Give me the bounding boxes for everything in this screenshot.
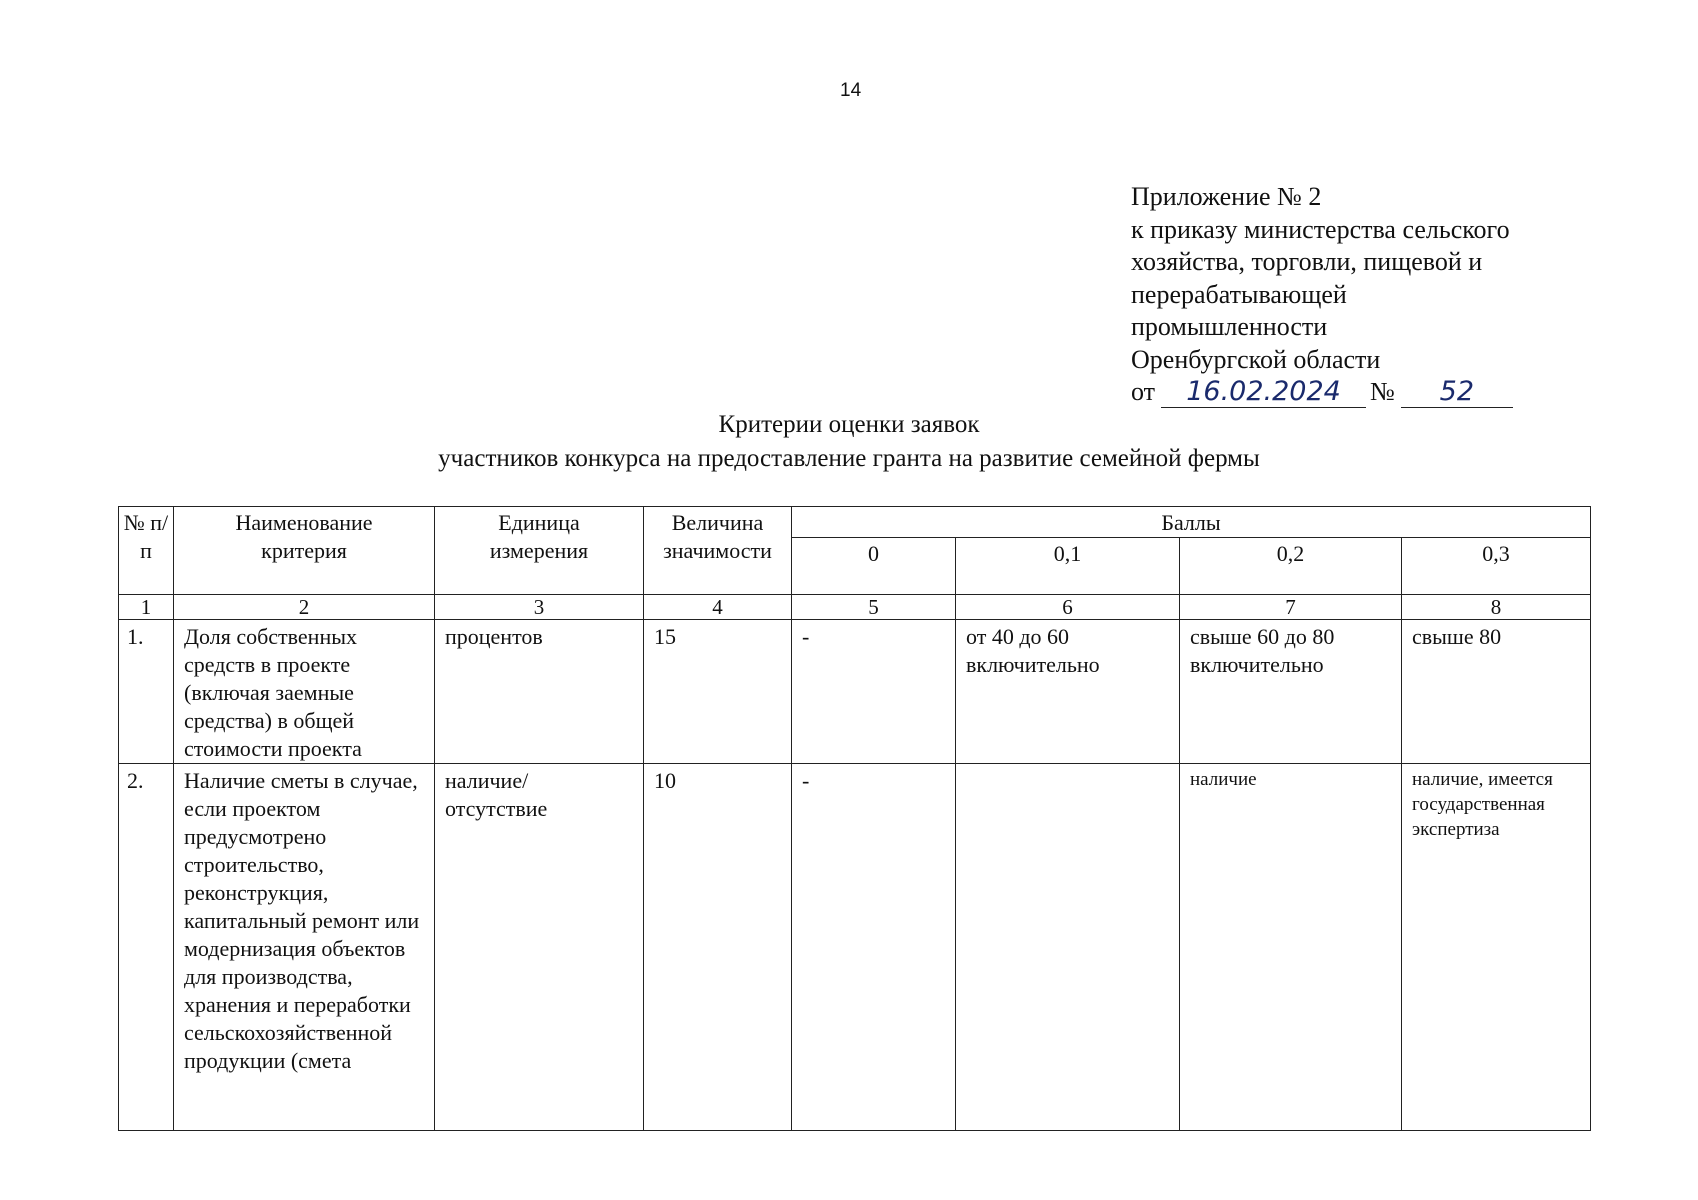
from-label: от: [1131, 377, 1156, 406]
row-weight: 10: [644, 764, 792, 1131]
row-score-0-1: [956, 764, 1180, 1131]
handwritten-date: 16.02.2024: [1161, 377, 1366, 408]
row-score-0-1: от 40 до 60 включительно: [956, 620, 1180, 764]
annex-line: промышленности: [1131, 312, 1328, 341]
header-num: № п/п: [119, 507, 174, 595]
annex-line: перерабатывающей: [1131, 279, 1347, 309]
column-number: 4: [644, 595, 792, 620]
order-date-number-line: [1131, 376, 1601, 409]
annex-block: [1131, 181, 1601, 409]
handwritten-number: 52: [1401, 377, 1513, 408]
annex-line: к приказу министерства сельского: [1131, 214, 1510, 244]
row-score-0-3: наличие, имеется государственная экспертиза: [1402, 764, 1591, 1131]
row-score-0-2: свыше 60 до 80 включительно: [1180, 620, 1402, 764]
header-score-0-3: 0,3: [1402, 538, 1591, 595]
row-score-0: -: [792, 764, 956, 1131]
row-criterion: Наличие сметы в случае, если проектом предусмотрено строительство, реконструкция, капитальный ремонт или модернизация объектов для производства, хранения и переработки сельскохозяйственной продукции (смета: [174, 764, 435, 1131]
row-score-0-3: свыше 80: [1402, 620, 1591, 764]
row-weight: 15: [644, 620, 792, 764]
criteria-table: [118, 506, 1591, 1131]
header-score-0-2: 0,2: [1180, 538, 1402, 595]
column-number: 7: [1180, 595, 1402, 620]
table-row: [119, 620, 1591, 764]
header-score-0: 0: [792, 538, 956, 595]
header-weight: Величина значимости: [644, 507, 792, 595]
column-number: 6: [956, 595, 1180, 620]
header-points: Баллы: [792, 507, 1591, 538]
row-score-0-2: наличие: [1180, 764, 1402, 1131]
row-score-0: -: [792, 620, 956, 764]
row-criterion: Доля собственных средств в проекте (включая заемные средства) в общей стоимости проекта: [174, 620, 435, 764]
column-number-row: [119, 595, 1591, 620]
column-number: 8: [1402, 595, 1591, 620]
column-number: 5: [792, 595, 956, 620]
annex-line: Оренбургской области: [1131, 344, 1381, 374]
column-number: 1: [119, 595, 174, 620]
page-number: 14: [840, 80, 862, 101]
row-unit: наличие/ отсутствие: [435, 764, 644, 1131]
title-line-2: участников конкурса на предоставление гранта на развитие семейной фермы: [438, 445, 1260, 472]
column-number: 3: [435, 595, 644, 620]
column-number: 2: [174, 595, 435, 620]
annex-line: хозяйства, торговли, пищевой и: [1131, 247, 1483, 276]
number-label: №: [1370, 377, 1395, 406]
header-score-0-1: 0,1: [956, 538, 1180, 595]
header-name: Наименование критерия: [174, 507, 435, 595]
row-num: 2.: [119, 764, 174, 1131]
row-num: 1.: [119, 620, 174, 764]
row-unit: процентов: [435, 620, 644, 764]
document-title: [0, 408, 1698, 476]
header-unit: Единица измерения: [435, 507, 644, 595]
annex-line: Приложение № 2: [1131, 182, 1322, 211]
table-row: [119, 764, 1591, 1131]
title-line-1: Критерии оценки заявок: [718, 411, 980, 438]
